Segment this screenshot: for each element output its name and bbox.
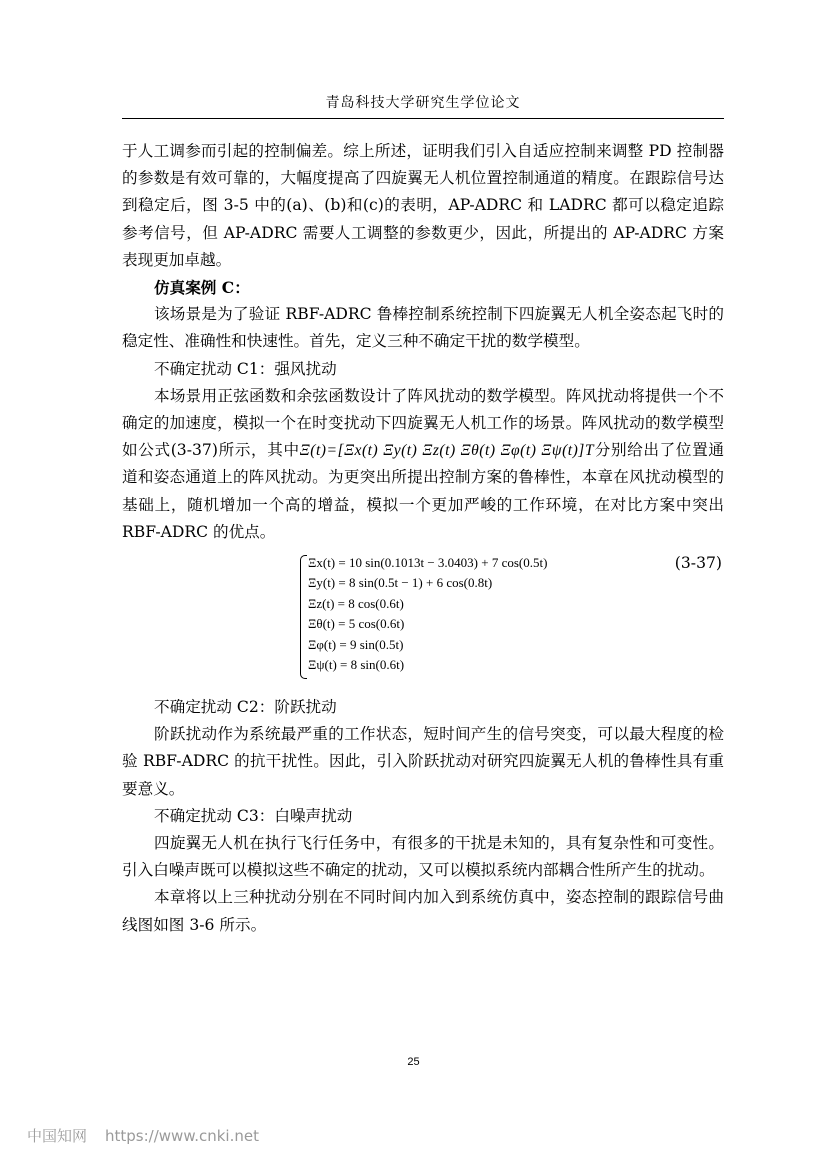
c3-heading: 不确定扰动 C3：白噪声扰动 — [154, 806, 353, 825]
watermark-url: https://www.cnki.net — [105, 1127, 259, 1145]
paragraph-gust-model — [122, 383, 724, 546]
paragraph-conclusion: 本章将以上三种扰动分别在不同时间内加入到系统仿真中，姿态控制的跟踪信号曲线图如图 3-6 所示。 — [122, 888, 724, 934]
equation-3-37 — [122, 553, 724, 687]
gust-text-a: 本场景用正弦函数和余弦函数设计了阵风扰动的数学模型。阵风扰动将提供一个不确定的加速度，模拟一个在时变扰动下四旋翼无人机工作的场景。阵风扰动的数学模型如公式(3-37)所示，其中 — [122, 386, 724, 460]
c1-heading: 不确定扰动 C1：强风扰动 — [154, 359, 337, 378]
equation-number: (3-37) — [674, 554, 722, 573]
paragraph-continuation: 于人工调参而引起的控制偏差。综上所述，证明我们引入自适应控制来调整 PD 控制器的参数是有效可靠的，大幅度提高了四旋翼无人机位置控制通道的精度。在跟踪信号达到稳定后，图 3-5 中的(a)、(b)和(c)的表明，AP-ADRC 和 LADRC 都可以稳定追踪参考信号，但 AP-ADRC 需要人工调整的参数更少，因此，所提出的 AP-ADRC 方案表现更加卓越。 — [122, 142, 724, 269]
equation-line-x: Ξx(t) = 10 sin(0.1013t − 3.0403) + 7 cos(0.5t) — [308, 555, 548, 571]
equation-line-psi: Ξψ(t) = 8 sin(0.6t) — [308, 657, 405, 673]
equation-line-theta: Ξθ(t) = 5 cos(0.6t) — [308, 616, 405, 632]
equation-brace — [300, 555, 307, 679]
equation-line-phi: Ξφ(t) = 9 sin(0.5t) — [308, 636, 404, 652]
case-c-heading: 仿真案例 C： — [154, 278, 250, 298]
running-header: 青岛科技大学研究生学位论文 — [325, 95, 521, 111]
equation-lines — [308, 553, 547, 675]
cnki-watermark — [27, 1125, 259, 1146]
paragraph-white-noise: 四旋翼无人机在执行飞行任务中，有很多的干扰是未知的，具有复杂性和可变性。引入白噪声既可以模拟这些不确定的扰动，又可以模拟系统内部耦合性所产生的扰动。 — [122, 834, 724, 880]
page-number: 25 — [407, 1056, 420, 1068]
paragraph-step: 阶跃扰动作为系统最严重的工作状态，短时间产生的信号突变，可以最大程度的检验 RBF-ADRC 的抗干扰性。因此，引入阶跃扰动对研究四旋翼无人机的鲁棒性具有重要意义。 — [122, 725, 724, 798]
header-rule — [122, 118, 724, 119]
equation-line-z: Ξz(t) = 8 cos(0.6t) — [308, 595, 404, 611]
body-text — [122, 138, 724, 939]
inline-disturbance-vector: Ξ(t)=[Ξx(t) Ξy(t) Ξz(t) Ξθ(t) Ξφ(t) Ξψ(t)]T — [299, 442, 595, 460]
paragraph-scenario: 该场景是为了验证 RBF-ADRC 鲁棒控制系统控制下四旋翼无人机全姿态起飞时的稳定性、准确性和快速性。首先，定义三种不确定干扰的数学模型。 — [122, 305, 724, 351]
equation-line-y: Ξy(t) = 8 sin(0.5t − 1) + 6 cos(0.8t) — [308, 575, 493, 591]
gust-text-b: 分别给出了位置通道和姿态通道上的阵风扰动。为更突出所提出控制方案的鲁棒性，本章在风扰动模型的基础上，随机增加一个高的增益，模拟一个更加严峻的工作环境，在对比方案中突出 RBF-ADRC 的优点。 — [122, 441, 724, 541]
c2-heading: 不确定扰动 C2：阶跃扰动 — [154, 698, 337, 717]
watermark-site: 中国知网 — [27, 1127, 88, 1145]
